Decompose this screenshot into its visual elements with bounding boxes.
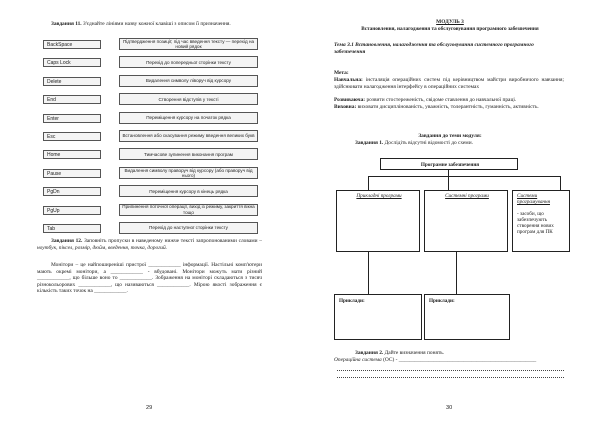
key-row [0, 93, 300, 107]
branch-programming-desc: - засоби, що забезпечують створення нових програм для ПК [517, 211, 554, 235]
diagram-branch-system [424, 190, 508, 252]
meta-developing-label: Розвиваюча: [334, 97, 366, 103]
task12-title: Завдання 12. [51, 238, 83, 244]
branch-programming-label: Системи програмування [517, 193, 550, 205]
diagram-connector [368, 252, 369, 294]
key-description-box[interactable]: Переміщення курсору на початок рядка [119, 112, 258, 124]
key-label-box[interactable]: End [43, 95, 101, 104]
key-row [0, 56, 300, 70]
task1-paragraph [355, 140, 565, 147]
diagram-connector [448, 176, 449, 190]
task11-text: З'єднайте лініями назву кожної клавіші з описом її призначення. [83, 21, 231, 27]
task11-title: Завдання 11. [51, 21, 82, 27]
key-row [0, 148, 300, 162]
module-title: Встановлення, налагодження та обслуговування програмного забезпечення [361, 26, 539, 32]
task12-words: ноутбук, піксел, розмір, дюйм, введення, точка, дорогий. [37, 244, 168, 251]
key-description-box[interactable]: Підтвердження позиції; під час введення тексту — перехід на новий рядок [119, 38, 258, 50]
diagram-connector [456, 252, 457, 294]
key-description-box[interactable]: Перехід до попередньої сторінки тексту [119, 56, 258, 68]
key-description-box[interactable]: Тимчасове зупинення виконання програм [119, 148, 258, 160]
key-description-box[interactable]: Переміщення курсору в кінець рядка [119, 185, 258, 197]
diagram-connector [368, 176, 560, 177]
meta-label: Мета: [334, 70, 349, 76]
task11-paragraph [37, 21, 262, 28]
meta-upbringing [334, 104, 564, 111]
branch-system-label: Системні програми [445, 193, 489, 199]
task2-paragraph [355, 350, 565, 357]
page-number-left: 29 [146, 405, 153, 411]
diagram-examples-system [424, 294, 510, 340]
theme-title: Тема 3.1 Встановлення, налагодження та обслуговування системного програмного забезпечення [334, 42, 534, 55]
task2-label: Завдання 2. [355, 350, 384, 356]
meta-developing-text: розвити стостереженість, свідоме ставлення до навчальної праці. [366, 97, 517, 103]
key-label-box[interactable]: BackSpace [43, 40, 101, 49]
key-row [0, 130, 300, 144]
module-number: МОДУЛЬ 3 [436, 19, 464, 25]
key-label-box[interactable]: Tab [43, 224, 101, 233]
meta-educational [334, 77, 564, 90]
definition-term: Операційна система [334, 357, 382, 363]
meta-educational-label: Навчальна: [334, 77, 363, 83]
meta-educational-text: інсталяція операційних систем під керівництвом майстри виробничого навчання; здійснювати налагодження інтерфейсу в операційних системах [334, 77, 564, 90]
key-description-box[interactable]: Припинення поточної операції, вихід із режиму, закриття вікна тощо [119, 204, 258, 216]
diagram-root-box [380, 158, 518, 170]
definition-rest: (ОС) - ___________________________________________________ [383, 357, 537, 363]
examples-applied-label: Приклади: [339, 298, 365, 304]
key-description-box[interactable]: Перехід до наступної сторінки тексту [119, 222, 258, 234]
meta-upbringing-label: Виховна: [334, 104, 357, 110]
key-row [0, 112, 300, 126]
diagram-examples-applied [334, 294, 422, 340]
key-description-box[interactable]: Встановлення або скасування режиму введення великих букв [119, 130, 258, 142]
key-row [0, 204, 300, 218]
right-page [300, 0, 600, 424]
key-row [0, 38, 300, 52]
key-label-box[interactable]: Home [43, 150, 101, 159]
diagram-connector [368, 176, 369, 190]
key-description-box[interactable]: Видалення символу праворуч від курсору (або праворуч від нього) [119, 167, 258, 179]
key-row [0, 167, 300, 181]
key-label-box[interactable]: Delete [43, 77, 101, 86]
key-row [0, 185, 300, 199]
key-label-box[interactable]: Esc [43, 132, 101, 141]
meta-developing [334, 97, 564, 104]
key-label-box[interactable]: Enter [43, 114, 101, 123]
diagram-connector [560, 176, 561, 190]
branch-applied-label: Прикладні програми [356, 193, 402, 199]
task1-text: Дослідіть відсутні відомості до схеми. [384, 140, 473, 146]
key-row [0, 75, 300, 89]
key-label-box[interactable]: Pause [43, 169, 101, 178]
task1-label: Завдання 1. [355, 140, 384, 146]
definition-line [334, 357, 566, 364]
key-label-box[interactable]: PgDn [43, 187, 101, 196]
meta-upbringing-text: виховати дисциплінованість, уважність, толерантність, гуманність, активність. [357, 104, 539, 110]
key-description-box[interactable]: Створення відступів у тексті [119, 93, 258, 105]
key-label-box[interactable]: PgUp [43, 206, 101, 215]
tasks-heading: Завдання до теми модуля: [418, 133, 482, 139]
diagram-branch-applied [336, 190, 420, 252]
diagram-root-label: Програмне забезпечення [420, 161, 480, 168]
page-number-right: 30 [446, 405, 453, 411]
task12-paragraph [37, 238, 262, 251]
diagram-branch-programming [512, 190, 570, 252]
task12-body: Монітори – це найпоширеніші пристрої ____________ інформації. Настільні комп'ютери мають окремі монітори, а ____________ - вбудовані. Монітори можуть мати різний ____________, що більше воно то ____________. Зображення на моніторі складаються з тисяч різнокольорових ____________, що називаються ____________. Мірою якості зображення є кількість таких точок на ____________. [37, 262, 262, 295]
task2-text: Дайте визначення понять. [384, 350, 445, 356]
key-row [0, 222, 300, 236]
key-label-box[interactable]: Caps Lock [43, 58, 101, 67]
task12-intro: Заповніть пропуски в наведеному нижче тексті запропонованими словами – [84, 238, 262, 244]
answer-line[interactable] [337, 370, 564, 371]
examples-system-label: Приклади: [429, 298, 455, 304]
key-description-box[interactable]: Видалення символу ліворуч від курсору [119, 75, 258, 87]
answer-line[interactable] [337, 377, 564, 378]
